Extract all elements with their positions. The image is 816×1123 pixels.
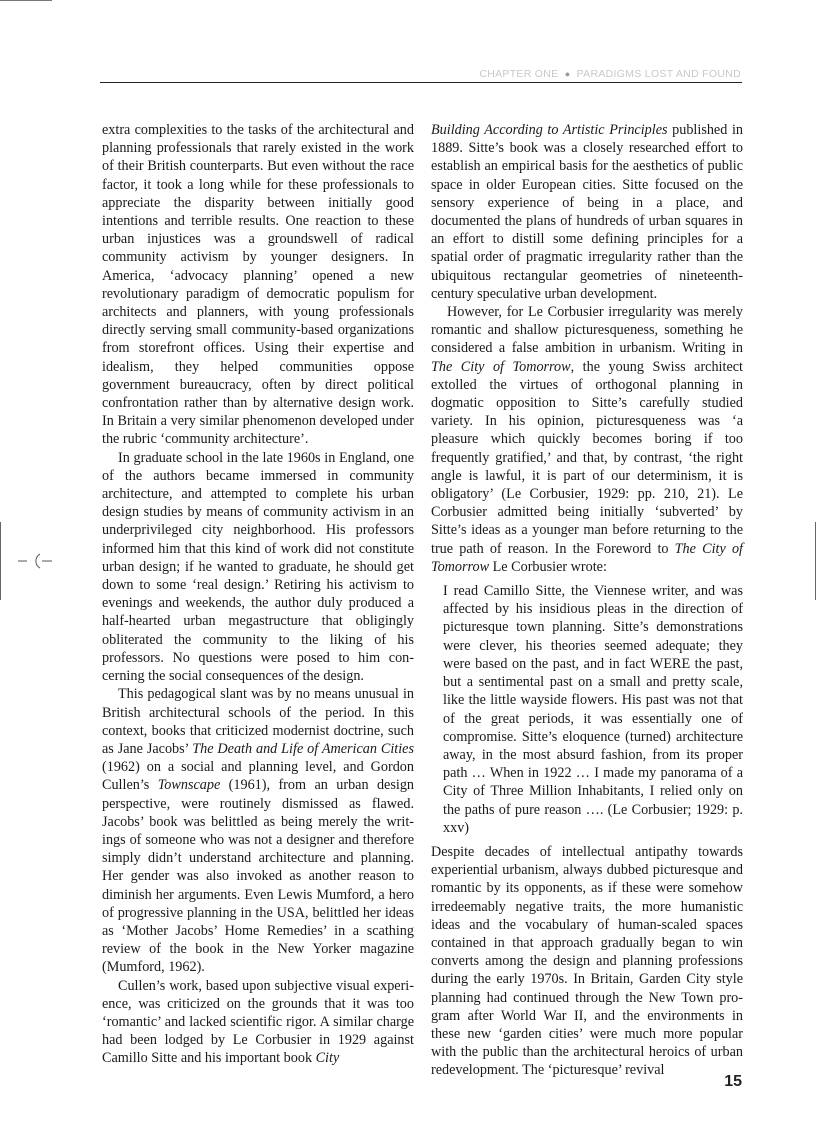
bullet-separator-icon: ●: [564, 69, 571, 79]
page-number: 15: [724, 1073, 742, 1090]
paragraph: Cullen’s work, based upon subjective visual experience, was criticized on the grounds that it was too ‘romantic’ and lacked scientific rigor. A similar charge had been lodged by Le Corbusier in 1929 against Camillo Sitte and his important book City: [102, 977, 414, 1067]
paragraph: However, for Le Corbusier irregularity was merely romantic and shallow picturesqueness, something he considered a false ambition in urbanism. Writing in The City of Tomorrow, the young Swiss architect extolled the virtues of orthogonal planning in dogmatic opposition to Sitte’s carefully studied variety. In his opinion, picturesqueness was ‘a pleasure which quickly becomes boring if too frequently gratified,’ and that, by contrast, ‘the right angle is lawful, it is part of our determinism, it is obligatory’ (Le Corbusier, 1929: pp. 210, 21). Le Corbusier admitted being initially ‘subverted’ by Sitte’s ideas as a younger man before returning to the true path of reason. In the Foreword to The City of Tomorrow Le Corbusier wrote:: [431, 304, 743, 575]
crop-mark-top: [0, 0, 52, 1]
book-title: Building According to Artistic Principles: [431, 122, 668, 138]
block-quote: I read Camillo Sitte, the Viennese writer, and was affected by his insidious pleas in the direction of picturesque town planning. Sitte’s demonstrations were clever, his theories seemed adequate; they were based on the past, and in fact WERE the past, but a sentimental past on a small and pretty scale, like the little wayside flowers. His past was not that of the great periods, it was essentially one of compromise. Sitte’s eloquence (turned) architecture away, in the most absurd fashion, from its proper path … When in 1922 … I made my panorama of a City of Three Million Inhabitants, I relied only on the paths of pure reason …. (Le Corbusier; 1929: p. xxv): [443, 583, 743, 836]
book-title: The Death and Life of American Cities: [192, 740, 414, 757]
right-column: [431, 121, 743, 1080]
book-title: The City of Tomorrow: [431, 540, 743, 575]
header-rule: [100, 82, 742, 83]
paragraph: Despite decades of intellectual antipathy towards experiential urbanism, always dubbed picturesque and romantic by its opponents, as if these were somehow irredeemably negative traits, the more humanistic ideas and the vocabulary of human-scaled spaces contained in that approach gradually began to win converts among the design and planning professions during the early 1970s. In Britain, Garden City style planning had continued through the New Town program after World War II, and the environments in these new ‘garden cities’ were much more popular with the public than the architectural heroics of urban redevelopment. The ‘picturesque’ revival: [431, 843, 743, 1079]
paragraph: Building According to Artistic Principles published in 1889. Sitte’s book was a closely researched effort to establish an empirical basis for the aesthetics of public space in older European cities. Sitte focused on the sensory experience of being in a place, and documented the plans of hundreds of urban squares in an effort to distill some defining principles for a spatial order of pragmatic irregularity rather than the ubiquitous rectangular geometries of nineteenth-century speculative urban development.: [431, 122, 743, 302]
paragraph: extra complexities to the tasks of the architectural and planning professionals that rarely existed in the work of their British counterparts. But even without the race factor, it took a long while for these professionals to appreciate the disparity between initially good intentions and terrible results. One reaction to these urban injustices was a groundswell of radical community activism by younger designers. In America, ‘advocacy planning’ opened a new revolutionary paradigm of democratic populism for architects and planners, with young professionals directly serving small community-based organizations from storefront offices. Using their expertise and idealism, they helped communities oppose government bureaucracy, often by direct political confrontation rather than by alternative design work. In Britain a very similar phenomenon developed under the rubric ‘community architecture’.: [102, 122, 414, 448]
book-title: City: [315, 1050, 340, 1067]
paragraph: This pedagogical slant was by no means unusual in British architectural schools of the period. In this context, books that criticized modernist doctrine, such as Jane Jacobs’ The Death and Life of American Cities (1962) on a social and planning level, and Gordon Cullen’s Townscape (1961), from an urban design perspective, were routinely dismissed as flawed. Jacobs’ book was belittled as being merely the writings of someone who was not a designer and therefore simply didn’t understand architecture and planning. Her gender was also invoked as another reason to diminish her arguments. Even Lewis Mumford, a hero of progressive planning in the USA, belittled her ideas as ‘Mother Jacobs’ Home Remedies’ in a scathing review of the book in the New Yorker magazine (Mumford, 1962).: [102, 686, 415, 976]
running-head-chapter: CHAPTER ONE: [479, 68, 559, 80]
running-head-title: PARADIGMS LOST AND FOUND: [576, 68, 741, 80]
left-column: [102, 121, 414, 1068]
registration-mark-icon: [18, 551, 52, 571]
book-title: Townscape: [157, 777, 221, 794]
crop-mark-left: [0, 522, 1, 600]
paragraph: In graduate school in the late 1960s in England, one of the authors became immersed in community architecture, and attempted to complete his urban design studies by means of community activism in an underprivileged city neighborhood. His professors informed him that this kind of work did not constitute urban design; if he wanted to graduate, he should get down to some ‘real design.’ Retiring his activism to evenings and weekends, the author duly produced a half-hearted urban megastructure that obligingly obliterated the community to the liking of his professors. No questions were posed to him concerning the social consequences of the design.: [102, 449, 414, 685]
running-head: [479, 68, 741, 80]
book-title: The City of Tomorrow: [431, 358, 571, 375]
